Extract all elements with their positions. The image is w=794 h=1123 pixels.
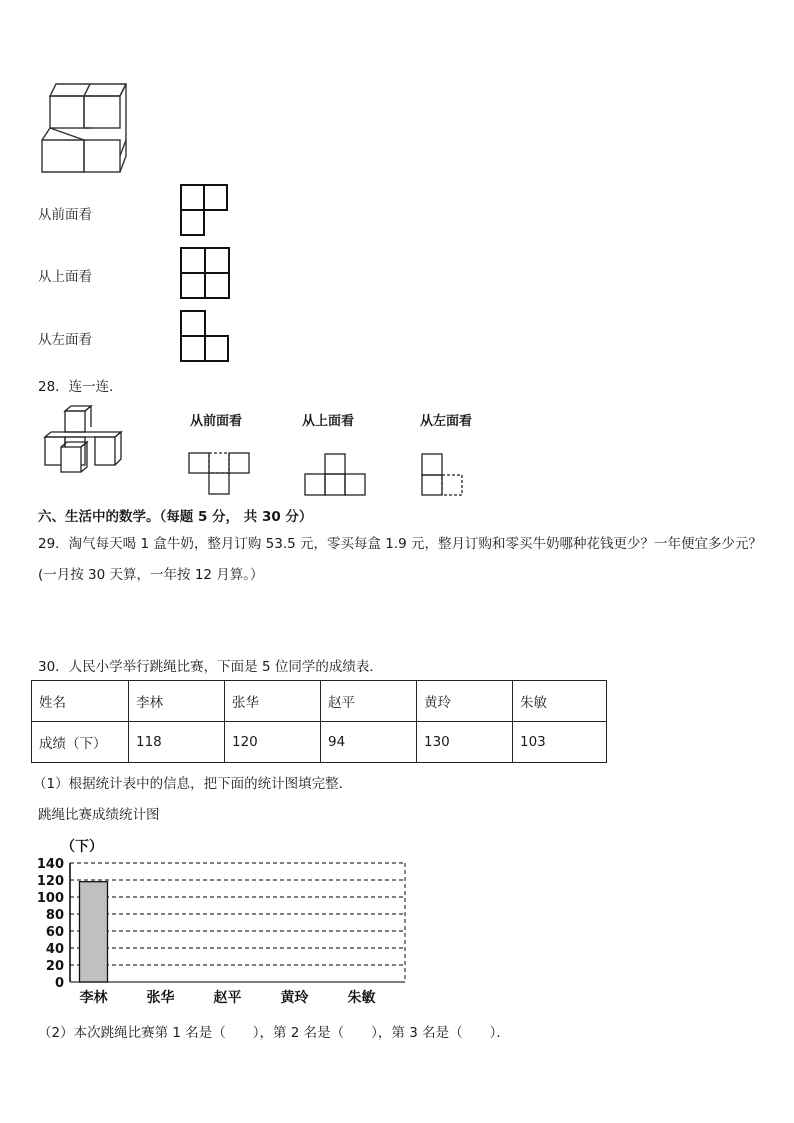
table-cell: 103: [513, 722, 607, 763]
chart-title: 跳绳比赛成绩统计图: [38, 807, 160, 823]
q28-label-top: 从上面看: [302, 414, 355, 429]
chart-y-tick-label: 80: [45, 908, 64, 923]
chart-y-tick-label: 20: [45, 959, 64, 974]
q28-label-front: 从前面看: [190, 414, 243, 429]
chart-x-tick-label: 赵平: [213, 990, 242, 1006]
table-cell: 李林: [129, 681, 225, 722]
score-table: [31, 680, 607, 763]
table-cell: 姓名: [32, 681, 129, 722]
q28-top-option: [304, 453, 368, 497]
chart-x-tick-label: 李林: [79, 990, 108, 1006]
cube-stack-figure: [38, 80, 133, 176]
table-cell: 130: [417, 722, 513, 763]
table-cell: 黄玲: [417, 681, 513, 722]
q29-text: 29．淘气每天喝 1 盒牛奶，整月订购 53.5 元，零买每盒 1.9 元，整月订购和零买牛奶哪种花钱更少？一年便宜多少元？: [38, 536, 763, 552]
q28-front-option: [188, 452, 252, 496]
section-6-heading: 六、生活中的数学。（每题 5 分， 共 30 分）: [38, 509, 313, 525]
table-row: [32, 722, 607, 763]
q28-title: 28．连一连．: [38, 379, 123, 395]
top-view-grid: [180, 247, 230, 300]
table-cell: 118: [129, 722, 225, 763]
chart-x-tick-label: 黄玲: [280, 990, 309, 1006]
q29-note: (一月按 30 天算，一年按 12 月算。）: [38, 567, 264, 583]
table-cell: 120: [225, 722, 321, 763]
chart-x-tick-label: 朱敏: [347, 990, 376, 1006]
view-label-left: 从左面看: [38, 332, 92, 348]
bar-chart: [30, 832, 420, 1012]
chart-y-tick-label: 40: [45, 942, 64, 957]
table-header-row: [32, 681, 607, 722]
chart-y-tick-label: 100: [36, 891, 64, 906]
view-label-top: 从上面看: [38, 269, 92, 285]
table-cell: 成绩（下）: [32, 722, 129, 763]
q28-cube-figure: [43, 405, 123, 475]
q28-left-option: [421, 453, 466, 497]
table-cell: 张华: [225, 681, 321, 722]
q30-sub2: （2）本次跳绳比赛第 1 名是（ ），第 2 名是（ ），第 3 名是（ ）．: [38, 1025, 510, 1041]
chart-y-tick-label: 140: [36, 857, 64, 872]
table-cell: 94: [321, 722, 417, 763]
chart-x-tick-label: 张华: [146, 990, 175, 1006]
table-cell: 赵平: [321, 681, 417, 722]
view-label-front: 从前面看: [38, 207, 92, 223]
table-cell: 朱敏: [513, 681, 607, 722]
q28-label-left: 从左面看: [420, 414, 473, 429]
chart-bar: [80, 882, 108, 982]
chart-y-unit-label: （下）: [61, 839, 103, 855]
chart-y-tick-label: 0: [54, 976, 64, 991]
chart-y-tick-label: 60: [45, 925, 64, 940]
chart-y-tick-label: 120: [36, 874, 64, 889]
front-view-grid: [180, 184, 230, 236]
q30-sub1: （1）根据统计表中的信息，把下面的统计图填完整．: [33, 776, 353, 792]
left-view-grid: [180, 310, 230, 363]
q30-intro: 30．人民小学举行跳绳比赛，下面是 5 位同学的成绩表．: [38, 659, 383, 675]
